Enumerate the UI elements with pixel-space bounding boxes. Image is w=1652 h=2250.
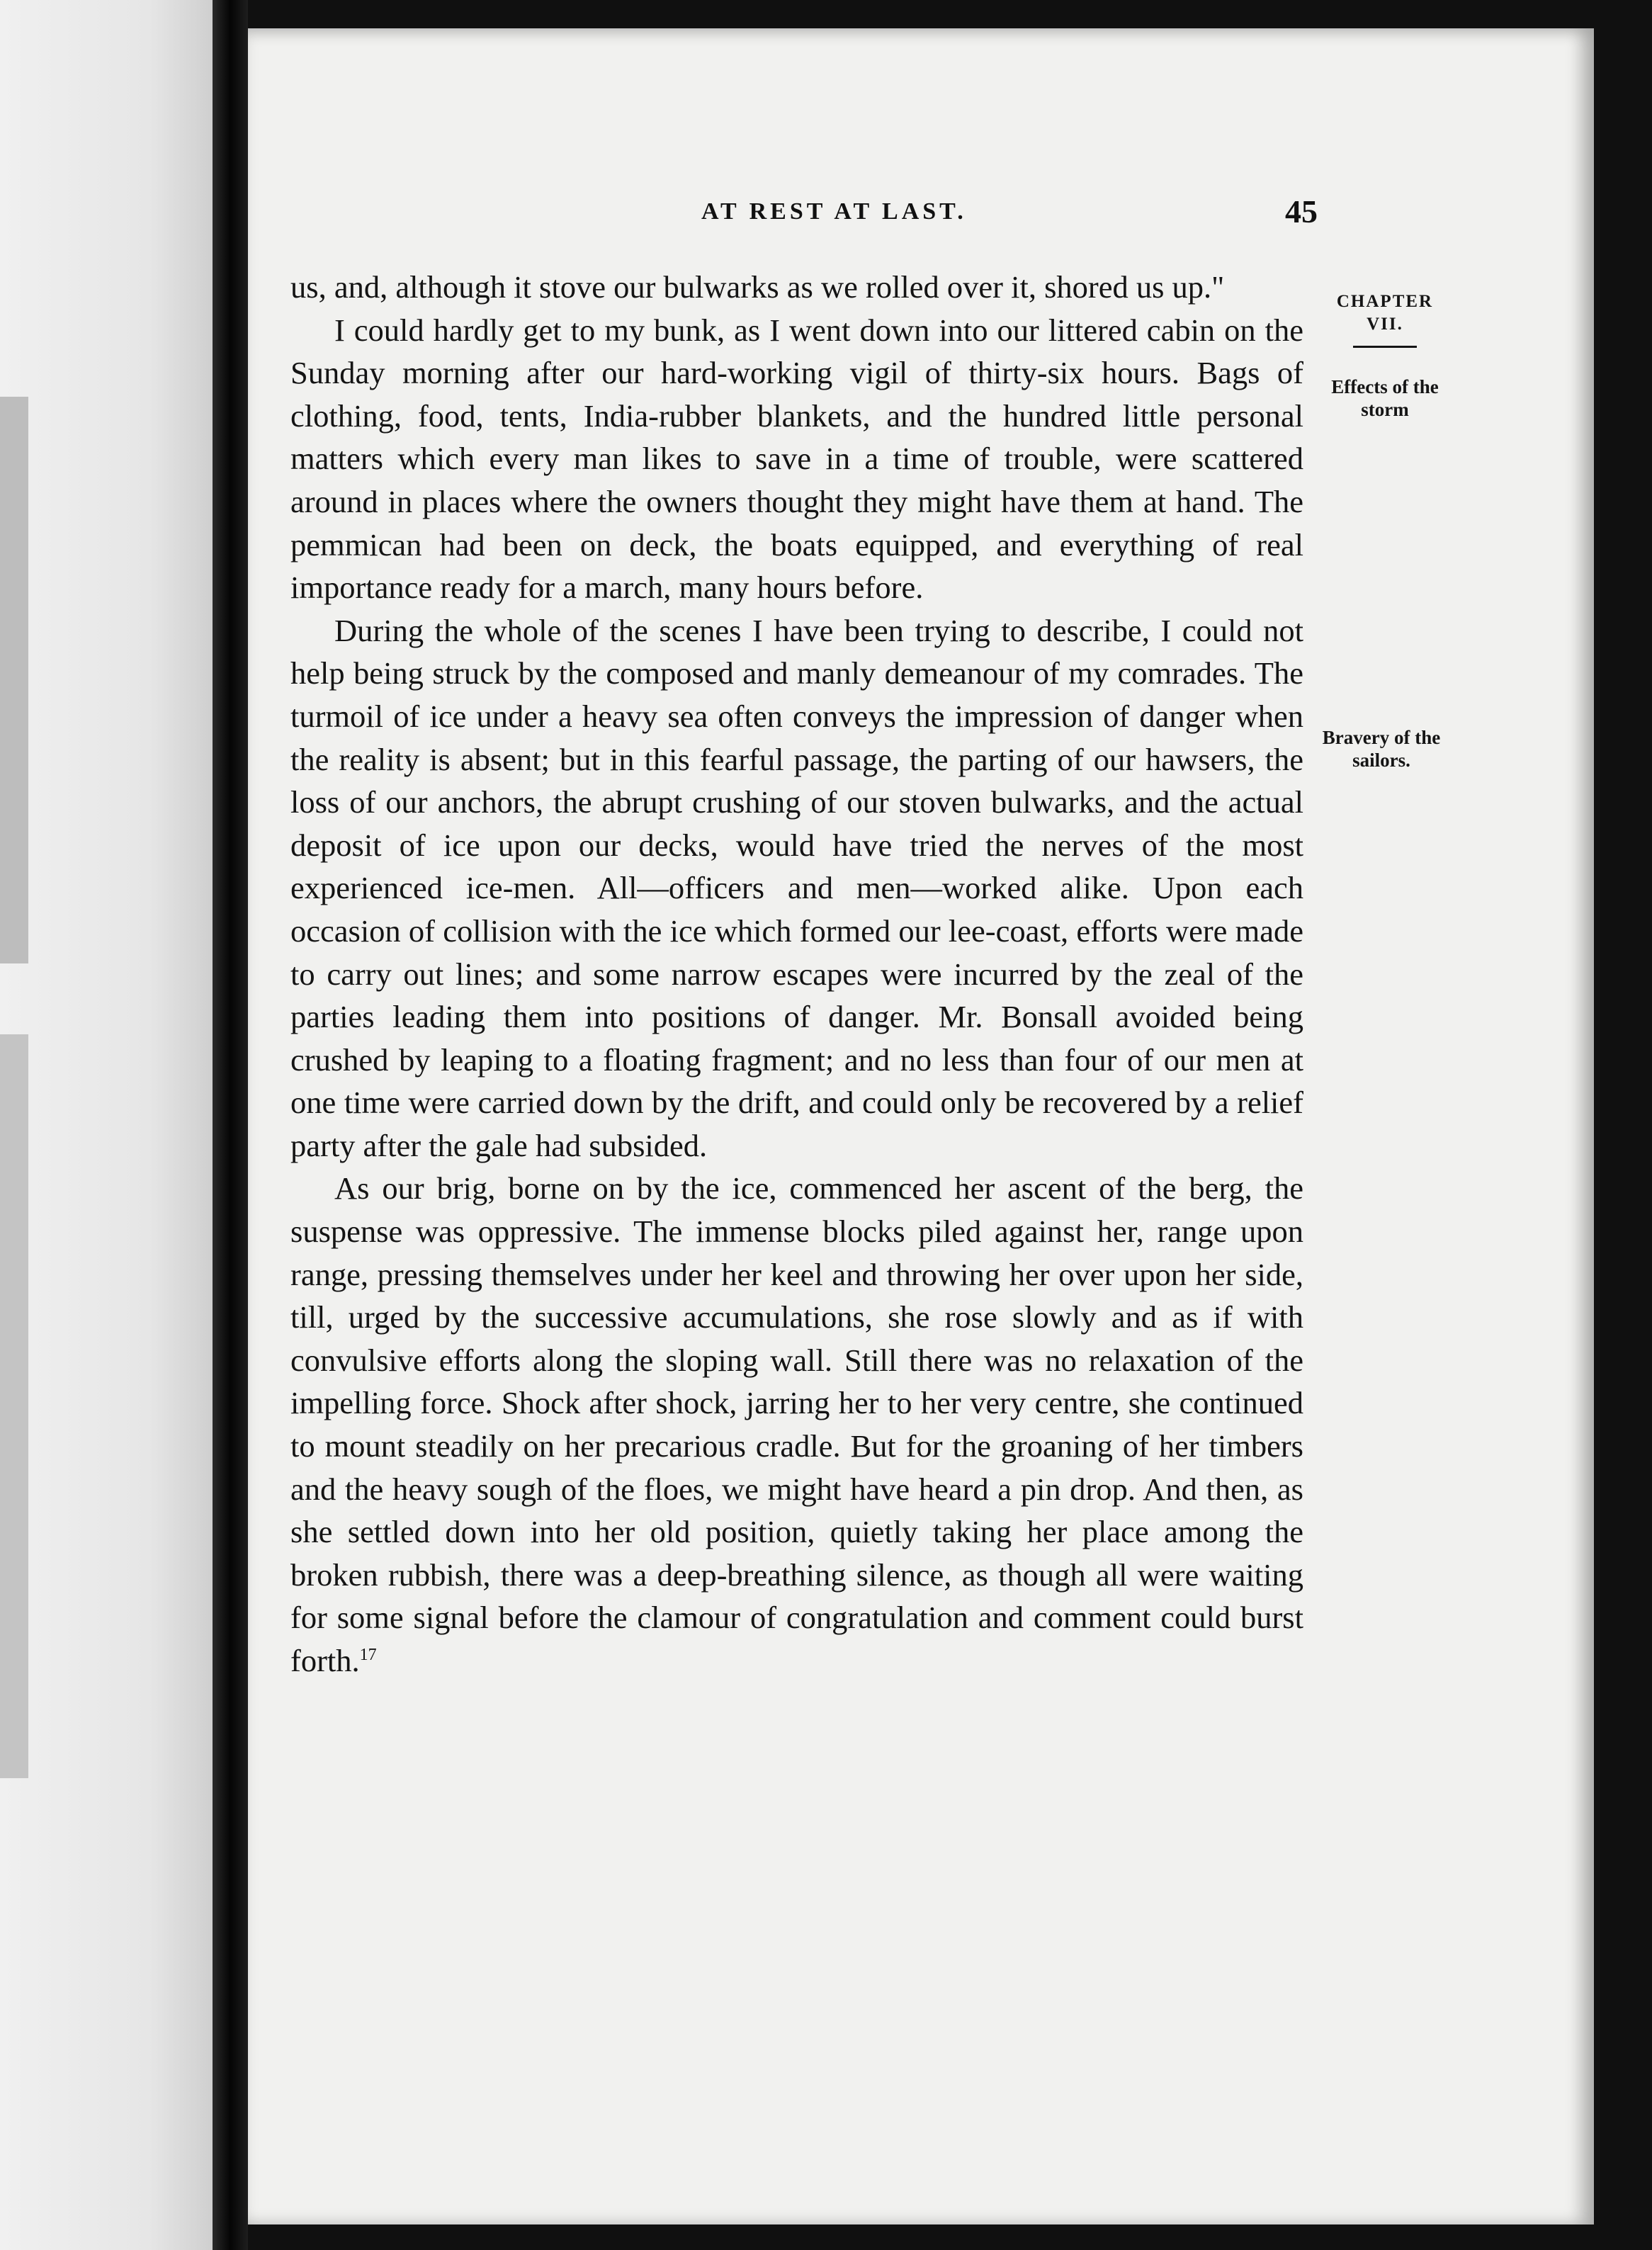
paragraph — [290, 1167, 1303, 1682]
sidenote-rule — [1353, 346, 1417, 348]
paragraph: I could hardly get to my bunk, as I went down into our littered cabin on the Sunday morning after our hard-working vigil of thirty-six hours. Bags of clothing, food, tents, India-rubber blankets, and the hundred little personal matters which every man likes to save in a time of trouble, were scattered around in places where the owners thought they might have them at hand. The pemmican had been on deck, the boats equipped, and everything of real importance ready for a march, many hours before. — [290, 312, 1303, 606]
chapter-sidenote — [1314, 290, 1456, 352]
body-text — [290, 266, 1303, 1683]
page-header — [439, 193, 1318, 248]
running-head: AT REST AT LAST. — [701, 198, 967, 225]
paragraph: us, and, although it stove our bulwarks as we rolled over it, shored us up." — [290, 269, 1225, 305]
book-gutter — [213, 0, 248, 2250]
facing-page-shadow — [0, 1034, 28, 1778]
paragraph-text: As our brig, borne on by the ice, commenced her ascent of the berg, the suspense was oppressive. The immense blocks piled against her, range upon range, pressing themselves under her keel and throwing her over upon her side, till, urged by the successive accumulations, she rose slowly and as if with convulsive efforts along the sloping wall. Still there was no relaxation of the impelling force. Shock after shock, jarring her to her very centre, she continued to mount steadily on her precarious cradle. But for the groaning of her timbers and the heavy sough of the floes, we might have heard a pin drop. And then, as she settled down into her old position, quietly taking her place among the broken rubbish, there was a deep-breathing silence, as though all were waiting for some signal before the clamour of congratulation and comment could burst forth. — [290, 1170, 1303, 1678]
paragraph: During the whole of the scenes I have been trying to describe, I could not help being struck by the composed and manly demeanour of my comrades. The turmoil of ice under a heavy sea often conveys the impression of danger when the reality is absent; but in this fearful passage, the parting of our hawsers, the loss of our anchors, the abrupt crushing of our stoven bulwarks, and the actual deposit of ice upon our decks, would have tried the nerves of the most experienced ice-men. All—officers and men—worked alike. Upon each occasion of collision with the ice which formed our lee-coast, efforts were made to carry out lines; and some narrow escapes were incurred by the zeal of the parties leading them into positions of danger. Mr. Bonsall avoided being crushed by leaping to a floating fragment; and no less than four of our men at one time were carried down by the drift, and could only be recovered by a relief party after the gale had subsided. — [290, 612, 1303, 1163]
page-number: 45 — [1285, 193, 1318, 230]
sidenote-bravery: Bravery of the sailors. — [1322, 727, 1441, 771]
sidenote-effects: Effects of the storm — [1331, 376, 1439, 420]
footnote-marker: 17 — [359, 1646, 377, 1665]
facing-page-shadow — [0, 397, 28, 963]
chapter-label: CHAPTER — [1336, 292, 1434, 311]
facing-page-edge — [0, 0, 213, 2250]
chapter-number: VII. — [1367, 315, 1403, 334]
